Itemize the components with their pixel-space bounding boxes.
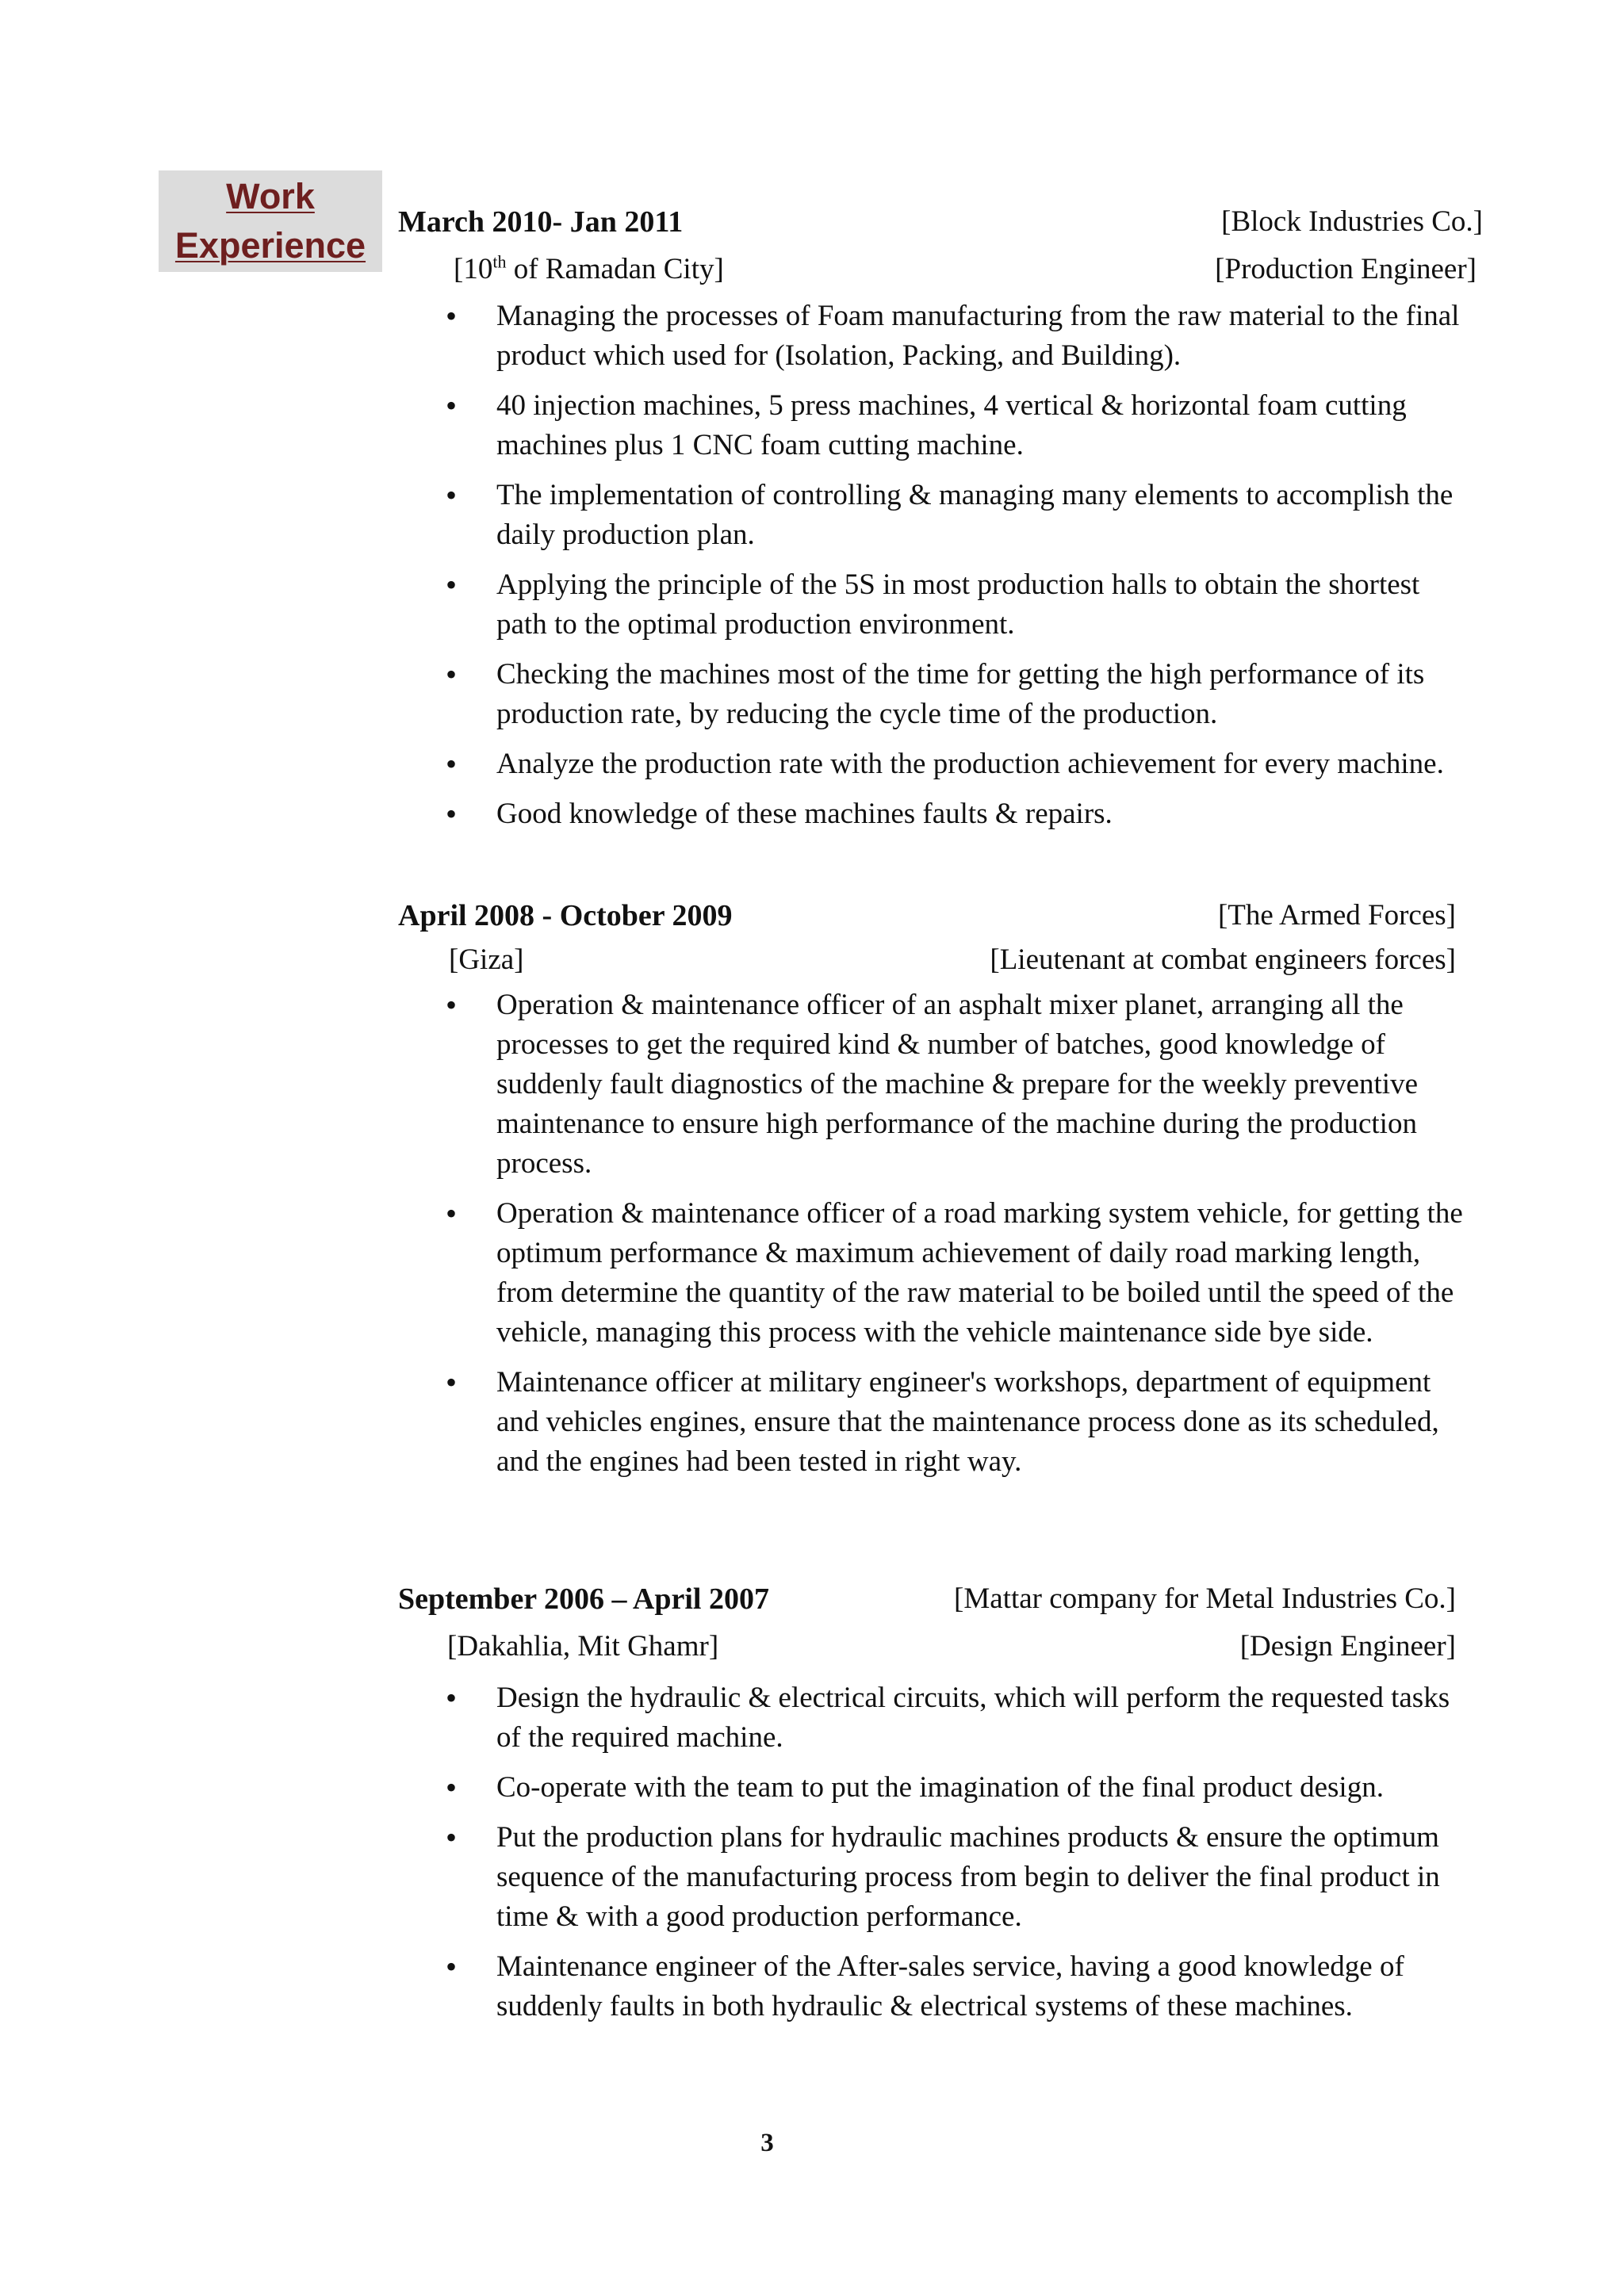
duties-list	[398, 985, 1477, 1482]
job-header	[398, 1582, 1477, 1629]
work-experience-heading	[159, 170, 382, 272]
job-entry-mattar-company	[398, 1582, 1477, 2037]
page-number: 3	[760, 2129, 774, 2157]
duty-item: • Good knowledge of these machines faults & repairs.	[398, 794, 1477, 834]
duty-item: • Operation & maintenance officer of an asphalt mixer planet, arranging all the processes to get the required kind & number of batches, good knowledge of suddenly fault diagnostics of the machine & prepare for the weekly preventive maintenance to ensure high performance of the machine during the production process.	[398, 985, 1477, 1184]
job-dates: September 2006 – April 2007	[398, 1582, 769, 1616]
duty-item: • Operation & maintenance officer of a road marking system vehicle, for getting the optimum performance & maximum achievement of daily road marking length, from determine the quantity of the raw material to be boiled until the speed of the vehicle, managing this process with the vehicle maintenance side bye side.	[398, 1194, 1477, 1353]
location-suffix: of Ramadan City]	[506, 253, 724, 285]
job-company: [Block Industries Co.]	[1221, 205, 1483, 238]
duty-item: • Managing the processes of Foam manufacturing from the raw material to the final product which used for (Isolation, Packing, and Building).	[398, 297, 1477, 376]
duties-list	[398, 297, 1477, 834]
duty-item: • Co-operate with the team to put the imagination of the final product design.	[398, 1768, 1477, 1808]
job-role: [Production Engineer]	[1215, 253, 1477, 285]
job-dates: March 2010- Jan 2011	[398, 205, 684, 239]
job-header	[398, 898, 1477, 943]
job-role: [Lieutenant at combat engineers forces]	[990, 943, 1456, 976]
job-dates: April 2008 - October 2009	[398, 899, 733, 932]
duty-item: • Applying the principle of the 5S in most production halls to obtain the shortest path to the optimal production environment.	[398, 565, 1477, 645]
job-header	[398, 205, 1483, 252]
job-location: [Dakahlia, Mit Ghamr]	[447, 1630, 719, 1663]
job-entry-block-industries	[398, 205, 1483, 844]
location-superscript: th	[492, 251, 507, 272]
heading-line-experience: Experience	[174, 225, 366, 266]
duty-item: • Analyze the production rate with the production achievement for every machine.	[398, 744, 1477, 784]
location-prefix: [10	[454, 253, 493, 285]
duties-list	[398, 1678, 1477, 2026]
duty-item: • Maintenance engineer of the After-sales service, having a good knowledge of suddenly faults in both hydraulic & electrical systems of these machines.	[398, 1947, 1477, 2026]
duty-item: • The implementation of controlling & managing many elements to accomplish the daily production plan.	[398, 476, 1477, 555]
duty-item: • 40 injection machines, 5 press machines, 4 vertical & horizontal foam cutting machines plus 1 CNC foam cutting machine.	[398, 386, 1477, 465]
duty-item: • Put the production plans for hydraulic machines products & ensure the optimum sequence of the manufacturing process from begin to deliver the final product in time & with a good production performance.	[398, 1818, 1477, 1937]
job-subheader	[398, 943, 1477, 985]
job-role: [Design Engineer]	[1239, 1630, 1456, 1663]
job-entry-armed-forces	[398, 898, 1477, 1492]
duty-item: • Maintenance officer at military engineer's workshops, department of equipment and vehicles engines, ensure that the maintenance process done as its scheduled, and the engines had been tested in right way.	[398, 1363, 1477, 1482]
job-location	[454, 252, 724, 286]
job-location: [Giza]	[449, 943, 524, 976]
job-subheader	[398, 252, 1477, 297]
job-company: [Mattar company for Metal Industries Co.]	[954, 1582, 1456, 1615]
heading-line-work: Work	[226, 176, 315, 216]
duty-item: • Design the hydraulic & electrical circuits, which will perform the requested tasks of the required machine.	[398, 1678, 1477, 1758]
duty-item: • Checking the machines most of the time for getting the high performance of its production rate, by reducing the cycle time of the production.	[398, 655, 1477, 734]
job-company: [The Armed Forces]	[1217, 899, 1456, 932]
job-subheader	[398, 1629, 1477, 1678]
